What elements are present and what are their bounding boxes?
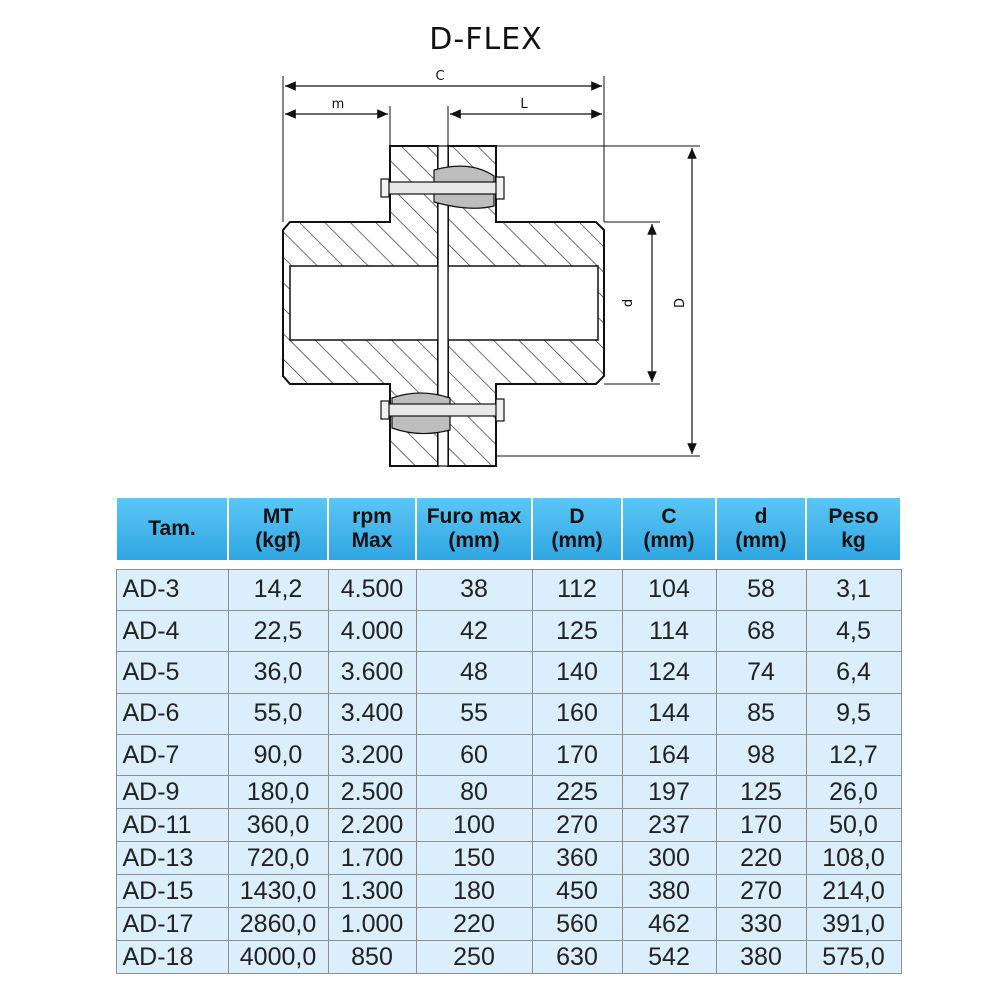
- cell: 108,0: [806, 842, 901, 875]
- cell: 720,0: [228, 842, 328, 875]
- right-bore: [448, 266, 598, 340]
- cell: AD-18: [116, 941, 228, 974]
- cell: 38: [416, 569, 532, 610]
- cell: 48: [416, 652, 532, 693]
- header-mt: MT (kgf): [228, 498, 328, 560]
- cell: 90,0: [228, 735, 328, 776]
- cell: AD-17: [116, 908, 228, 941]
- header-rpm: rpm Max: [328, 498, 416, 560]
- cell: AD-4: [116, 610, 228, 651]
- header-peso: Peso kg: [806, 498, 901, 560]
- cell: 2.500: [328, 776, 416, 809]
- cell: AD-3: [116, 569, 228, 610]
- cell: 6,4: [806, 652, 901, 693]
- cell: 270: [716, 875, 806, 908]
- cell: 55,0: [228, 693, 328, 734]
- cell: 360: [532, 842, 622, 875]
- cell: 575,0: [806, 941, 901, 974]
- cell: 80: [416, 776, 532, 809]
- left-bore: [290, 266, 438, 340]
- cell: 85: [716, 693, 806, 734]
- cell: 560: [532, 908, 622, 941]
- cell: 197: [622, 776, 716, 809]
- cell: 380: [622, 875, 716, 908]
- cell: 1.700: [328, 842, 416, 875]
- cell: 180: [416, 875, 532, 908]
- cell: 26,0: [806, 776, 901, 809]
- cell: 542: [622, 941, 716, 974]
- cell: 330: [716, 908, 806, 941]
- cell: 68: [716, 610, 806, 651]
- cell: 104: [622, 569, 716, 610]
- cell: AD-6: [116, 693, 228, 734]
- cell: 42: [416, 610, 532, 651]
- cell: 144: [622, 693, 716, 734]
- cell: 225: [532, 776, 622, 809]
- cell: 160: [532, 693, 622, 734]
- dim-label-m: m: [331, 97, 345, 112]
- page-title: D-FLEX: [429, 22, 543, 57]
- cell: 850: [328, 941, 416, 974]
- cell: 450: [532, 875, 622, 908]
- cell: AD-13: [116, 842, 228, 875]
- cell: 50,0: [806, 809, 901, 842]
- table-row: [116, 776, 901, 809]
- cell: 150: [416, 842, 532, 875]
- cell: 125: [532, 610, 622, 651]
- cell: 630: [532, 941, 622, 974]
- cell: 4.000: [328, 610, 416, 651]
- cell: 1.000: [328, 908, 416, 941]
- cell: 270: [532, 809, 622, 842]
- cell: 300: [622, 842, 716, 875]
- cell: 391,0: [806, 908, 901, 941]
- cell: AD-11: [116, 809, 228, 842]
- table-row: [116, 809, 901, 842]
- cell: 1.300: [328, 875, 416, 908]
- cell: 2860,0: [228, 908, 328, 941]
- cell: 112: [532, 569, 622, 610]
- header-D: D (mm): [532, 498, 622, 560]
- cell: 125: [716, 776, 806, 809]
- table-row: [116, 941, 901, 974]
- cell: 36,0: [228, 652, 328, 693]
- cell: 124: [622, 652, 716, 693]
- dim-label-d: d: [621, 298, 636, 308]
- table-row: [116, 693, 901, 734]
- cell: 98: [716, 735, 806, 776]
- cell: 180,0: [228, 776, 328, 809]
- cell: 4,5: [806, 610, 901, 651]
- cell: 140: [532, 652, 622, 693]
- cell: 2.200: [328, 809, 416, 842]
- cell: 250: [416, 941, 532, 974]
- cell: 55: [416, 693, 532, 734]
- cell: AD-9: [116, 776, 228, 809]
- cell: 360,0: [228, 809, 328, 842]
- table-row: [116, 735, 901, 776]
- dim-label-C: C: [435, 69, 445, 84]
- table-row: [116, 842, 901, 875]
- table-row: [116, 569, 901, 610]
- cell: 12,7: [806, 735, 901, 776]
- coupling-technical-drawing: [0, 0, 1000, 490]
- cell: 14,2: [228, 569, 328, 610]
- table-row: [116, 908, 901, 941]
- cell: AD-7: [116, 735, 228, 776]
- cell: 114: [622, 610, 716, 651]
- table-row: [116, 652, 901, 693]
- spec-table: [115, 498, 902, 974]
- cell: 22,5: [228, 610, 328, 651]
- cell: 380: [716, 941, 806, 974]
- cell: 74: [716, 652, 806, 693]
- cell: 3.600: [328, 652, 416, 693]
- cell: 462: [622, 908, 716, 941]
- cell: 4.500: [328, 569, 416, 610]
- cell: 170: [532, 735, 622, 776]
- cell: 214,0: [806, 875, 901, 908]
- header-furo: Furo max (mm): [416, 498, 532, 560]
- cell: AD-15: [116, 875, 228, 908]
- header-tam: Tam.: [116, 498, 228, 560]
- cell: 4000,0: [228, 941, 328, 974]
- cell: 1430,0: [228, 875, 328, 908]
- cell: 3.400: [328, 693, 416, 734]
- cell: 220: [716, 842, 806, 875]
- table-row: [116, 875, 901, 908]
- cell: 237: [622, 809, 716, 842]
- table-header-row: [116, 498, 901, 560]
- cell: 3.200: [328, 735, 416, 776]
- dim-label-L: L: [520, 97, 528, 112]
- cell: 3,1: [806, 569, 901, 610]
- cell: 220: [416, 908, 532, 941]
- cell: 9,5: [806, 693, 901, 734]
- cell: 100: [416, 809, 532, 842]
- cell: 164: [622, 735, 716, 776]
- header-d: d (mm): [716, 498, 806, 560]
- cell: 60: [416, 735, 532, 776]
- table-row: [116, 610, 901, 651]
- dim-label-D: D: [673, 297, 688, 309]
- header-C: C (mm): [622, 498, 716, 560]
- cell: 58: [716, 569, 806, 610]
- cell: AD-5: [116, 652, 228, 693]
- cell: 170: [716, 809, 806, 842]
